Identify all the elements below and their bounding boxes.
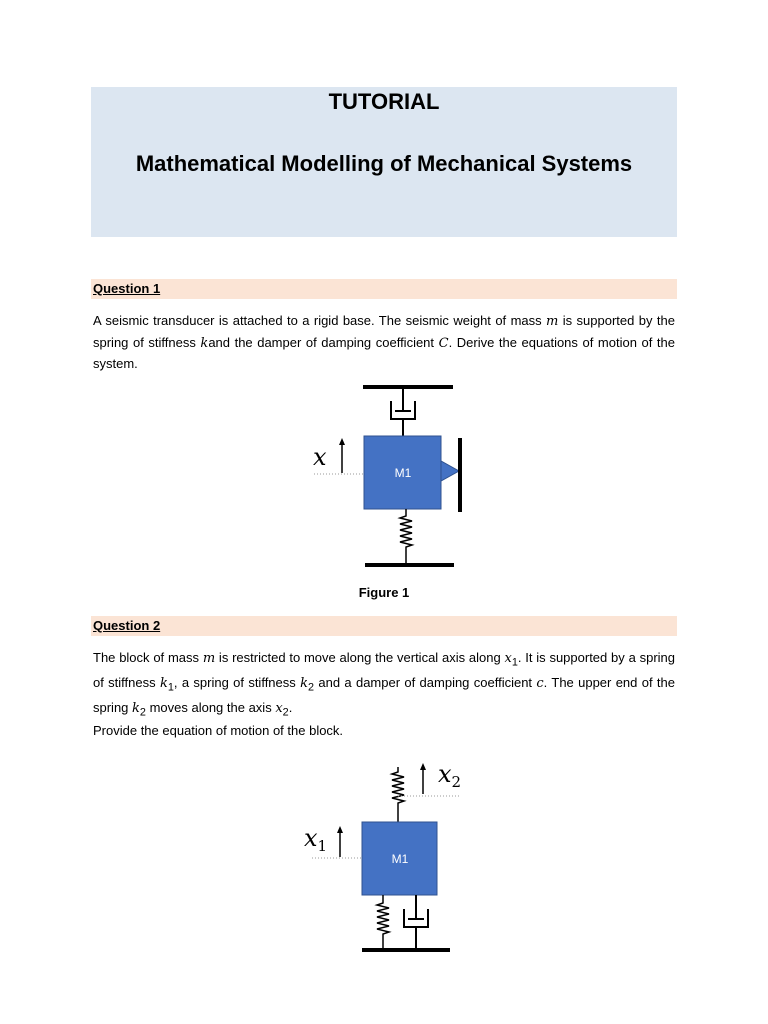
displacement-label: x [313, 443, 327, 471]
question-1-text: A seismic transducer is attached to a rigid base. The seismic weight of mass m is supported by the spring of stiffness kand the damper of damping coefficient C. Derive the equations of motion of the system. [93, 313, 675, 371]
page-title: TUTORIAL [328, 89, 440, 114]
damper-icon [391, 387, 415, 436]
figure-2-diagram [0, 760, 768, 960]
spring-icon [400, 509, 412, 565]
question-2-instruction: Provide the equation of motion of the block. [93, 723, 344, 738]
damper-icon [404, 895, 428, 950]
figure-1-diagram [0, 380, 768, 580]
question-2-header [91, 616, 677, 636]
question-1-label: Question 1 [93, 281, 161, 296]
x1-label: $x_1$ [304, 824, 328, 855]
lower-spring-icon [377, 895, 389, 950]
page-subtitle: Mathematical Modelling of Mechanical Systems [135, 151, 633, 176]
mass-label: M1 [394, 466, 412, 480]
upper-spring-icon [392, 767, 404, 822]
x2-label: $x_2$ [438, 760, 462, 791]
question-2-text: The block of mass m is restricted to move along the vertical axis along $x_1$. It is supported by a spring of stiffness $k_1$, a spring of stiffness $k_2$ and a damper of damping coefficient c. The upper end of the spring $k_2$ moves along the axis $x_2$. [93, 650, 675, 719]
title-box [91, 87, 677, 237]
mass-label: M1 [391, 852, 409, 866]
wall-contact-triangle [441, 461, 459, 481]
question-2-label: Question 2 [93, 618, 161, 633]
question-1-header [91, 279, 677, 299]
figure-1-caption: Figure 1 [358, 585, 410, 600]
